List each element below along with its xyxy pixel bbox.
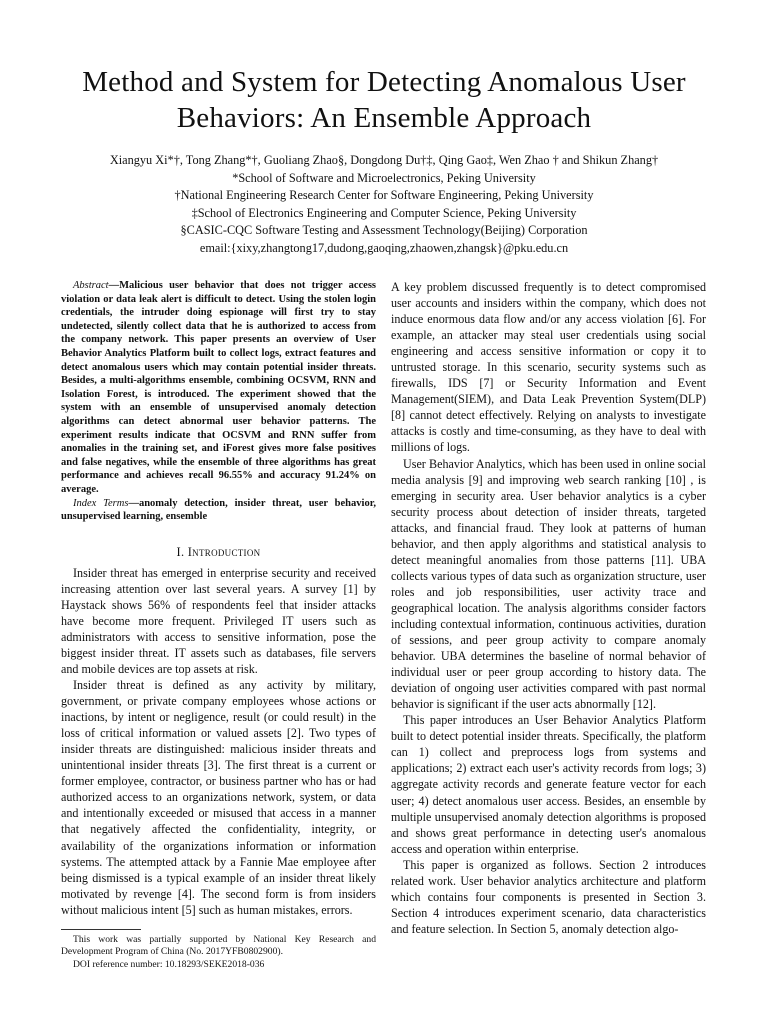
- doi-footnote: DOI reference number: 10.18293/SEKE2018-036: [73, 958, 265, 970]
- affiliation-software: *School of Software and Microelectronics, Peking University: [232, 170, 536, 185]
- abstract-label: Abstract: [73, 280, 109, 291]
- index-terms: [61, 497, 376, 524]
- affiliation-nercse: †National Engineering Research Center for Software Engineering, Peking University: [174, 188, 594, 203]
- intro-paragraph-1: Insider threat has emerged in enterprise security and received increasing attention over last several years. A survey [1] by Haystack shows 56% of respondents feel that insider attacks have become more frequent. Privileged IT users such as administrators with access to sensitive information, pose the biggest insider threat. IT assets such as databases, file servers and mobile devices are top assets at risk.: [61, 565, 376, 677]
- affiliation-casic: §CASIC-CQC Software Testing and Assessment Technology(Beijing) Corporation: [180, 223, 588, 238]
- title-line-1: Method and System for Detecting Anomalous User: [82, 66, 686, 98]
- intro-paragraph-5: This paper introduces an User Behavior Analytics Platform built to detect potential insider threats. Specifically, the platform can 1) collect and preprocess logs from systems and applications; 2) extract each user's activity records from logs; 3) aggregate activity records and generate feature vector for each user; 4) detect anomalous user access. Besides, an ensemble by multiple unsupervised anomaly detection algorithms is proposed and shows great performance in detecting user's anomalous access and operation within enterprise.: [391, 713, 706, 856]
- intro-paragraph-4: User Behavior Analytics, which has been used in online social media analysis [9] and improving web search ranking [10] , is emerging in security area. User behavior analytics is a cyber security process about detection of insider threats, targeted attacks, and financial fraud. They look at patterns of human behavior, and then apply algorithms and statistical analysis to detect meaningful anomalies from those patterns [11]. UBA collects various types of data such as organization structure, user roles and job responsibilities, user activity trace and geographical location. The analysis algorithms consider factors including contextual information, continuous activities, duration of sessions, and peer group activity to compare anomaly behavior. UBA determines the baseline of normal behavior of individual user or peer group according to history data. The deviation of ongoing user activities compared with past normal behavior is significant if the user acts abnormally [12].: [391, 456, 706, 712]
- paper-title: [40, 64, 728, 136]
- author-list: Xiangyu Xi*†, Tong Zhang*†, Guoliang Zhao§, Dongdong Du†‡, Qing Gao‡, Wen Zhao † and Shikun Zhang†: [109, 153, 659, 167]
- right-column: [391, 279, 706, 937]
- abstract-text: —Malicious user behavior that does not trigger access violation or data leak alert is difficult to detect. Using the stolen login credentials, the intruder doing espionage will first try to stay undetected, silently collect data that he is authorized to access from the company network. This paper presents an overview of User Behavior Analytics Platform built to collect logs, extract features and detect anomalous users which may contain potential insider threats. Besides, a multi-algorithms ensemble, combining OCSVM, RNN and Isolation Forest, is introduced. The experiment showed that the system with an ensemble of unsupervised anomaly detection algorithms can detect abnormal user behavior patterns. The experiment results indicate that OCSVM and RNN suffer from anomalies in the training set, and iForest gives more false positives and false negatives, while the ensemble of three algorithms has great performance and achieves recall 96.55% and accuracy 91.24% on average.: [61, 280, 376, 495]
- title-line-2: Behaviors: An Ensemble Approach: [176, 102, 592, 134]
- index-terms-text: —anomaly detection, insider threat, user behavior, unsupervised learning, ensemble: [61, 497, 377, 523]
- left-column: [61, 279, 376, 971]
- funding-footnote: This work was partially supported by National Key Research and Development Program of China (No. 2017YFB0802900).: [61, 933, 376, 957]
- section-heading-introduction: I. Introduction: [176, 544, 261, 559]
- intro-paragraph-3: A key problem discussed frequently is to detect compromised user accounts and insiders within the company, which does not induce enormous data flow and/or any access violation [6]. For example, an attacker may steal user credentials using social engineering and access sensitive information or copy it to untrusted storage. In this scenario, security systems such as firewalls, IDS [7] or Security Information and Event Management(SIEM), and Data Leak Prevention System(DLP) [8] cannot detect effectively. Relying on analysts to investigate attacks is costly and time-consuming, as they have to deal with millions of logs.: [391, 280, 706, 455]
- abstract: [61, 279, 376, 497]
- index-terms-label: Index Terms: [73, 497, 129, 509]
- footnote-divider: [61, 929, 141, 930]
- affiliation-eecs: ‡School of Electronics Engineering and Computer Science, Peking University: [191, 205, 577, 220]
- author-email: email:{xixy,zhangtong17,dudong,gaoqing,zhaowen,zhangsk}@pku.edu.cn: [199, 240, 569, 255]
- author-block: [20, 152, 748, 258]
- intro-paragraph-2: Insider threat is defined as any activity by military, government, or private company employees whose actions or inactions, by intent or negligence, result (or could result) in the loss of critical information or valued assets [2]. Two types of insider threats are distinguished: malicious insider threats and unintentional insider threats [3]. The first threat is a current or former employee, contractor, or business partner who has or had authorized access to an organizations network, system, or data and intentionally exceeded or misused that access in a manner that negatively affected the confidentiality, integrity, or availability of the organizations information or information systems. The attempted attack by a Fannie Mae employee after being dismissed is a typical example of an insider threat likely motivated by revenge [4]. The second form is from insiders without malicious intent [5] such as human mistakes, errors.: [61, 678, 376, 917]
- intro-paragraph-6: This paper is organized as follows. Section 2 introduces related work. User behavior analytics architecture and platform which contains four components is presented in Section 3. Section 4 introduces experiment scenario, data characteristics and feature selection. In Section 5, anomaly detection algo-: [391, 857, 706, 936]
